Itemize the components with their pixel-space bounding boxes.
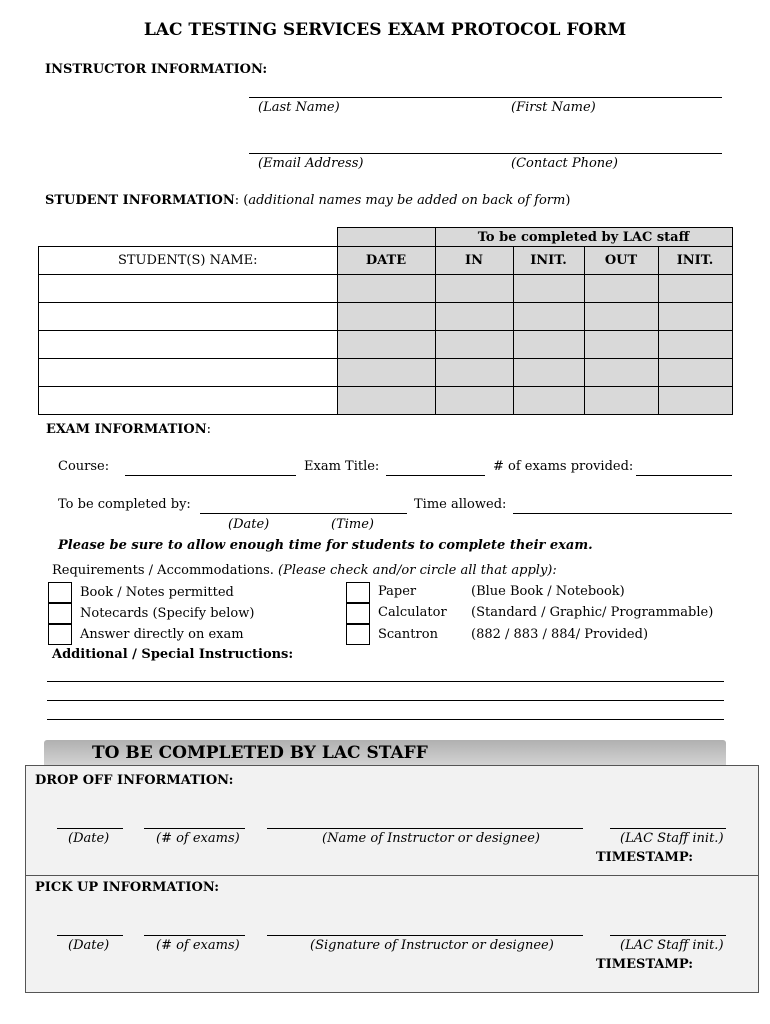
dropoff-name-caption: (Name of Instructor or designee) [322,831,540,846]
pickup-name-caption: (Signature of Instructor or designee) [310,938,554,953]
requirements-row [52,563,557,578]
last-name-caption: (Last Name) [258,100,340,115]
pickup-name-field[interactable] [267,935,583,936]
num-exams-field[interactable] [636,475,732,476]
instructions-line[interactable] [47,700,724,701]
exam-title-label: Exam Title: [304,459,380,474]
table-row [39,387,733,415]
requirements-label: Requirements / Accommodations. [52,563,279,578]
dropoff-heading: DROP OFF INFORMATION: [35,773,234,788]
out-cell[interactable] [584,275,658,303]
dropoff-timestamp: TIMESTAMP: [596,850,693,865]
out-cell[interactable] [584,303,658,331]
date-caption: (Date) [228,517,270,532]
exam-heading-suffix: : [206,422,211,437]
scantron-label: Scantron [378,627,438,642]
dropoff-num-field[interactable] [144,828,245,829]
staff-header: To be completed by LAC staff [435,228,732,247]
form-title: LAC TESTING SERVICES EXAM PROTOCOL FORM [143,20,627,40]
pickup-panel [25,875,759,993]
instructor-heading: INSTRUCTOR INFORMATION: [45,62,268,77]
col-init-in: INIT. [513,247,584,275]
in-cell[interactable] [435,331,513,359]
student-name-cell[interactable] [39,387,338,415]
pickup-heading: PICK UP INFORMATION: [35,880,220,895]
exam-title-field[interactable] [386,475,485,476]
book-notes-checkbox[interactable] [48,582,72,603]
course-field[interactable] [125,475,296,476]
dropoff-init-field[interactable] [610,828,726,829]
col-init-out: INIT. [658,247,732,275]
time-allowed-field[interactable] [513,513,732,514]
init-cell[interactable] [658,303,732,331]
init-cell[interactable] [658,359,732,387]
init-cell[interactable] [513,387,584,415]
dropoff-panel [25,765,759,877]
instructor-contact-line[interactable] [249,153,722,154]
exam-heading-row [46,422,211,437]
pickup-date-caption: (Date) [68,938,110,953]
dropoff-num-caption: (# of exams) [156,831,240,846]
date-cell[interactable] [337,303,435,331]
calculator-checkbox[interactable] [346,603,370,624]
student-name-cell[interactable] [39,359,338,387]
col-date: DATE [337,247,435,275]
init-cell[interactable] [513,359,584,387]
pickup-init-field[interactable] [610,935,726,936]
time-warning: Please be sure to allow enough time for students to complete their exam. [58,538,593,553]
in-cell[interactable] [435,387,513,415]
time-caption: (Time) [331,517,374,532]
calculator-label: Calculator [378,605,447,620]
pickup-timestamp: TIMESTAMP: [596,957,693,972]
out-cell[interactable] [584,387,658,415]
student-note-prefix: : ( [234,193,249,208]
phone-caption: (Contact Phone) [511,156,618,171]
init-cell[interactable] [658,275,732,303]
table-row [39,359,733,387]
init-cell[interactable] [658,331,732,359]
col-student-name: STUDENT(S) NAME: [39,247,338,275]
time-allowed-label: Time allowed: [414,497,507,512]
date-cell[interactable] [337,331,435,359]
student-name-cell[interactable] [39,331,338,359]
out-cell[interactable] [584,331,658,359]
student-name-cell[interactable] [39,303,338,331]
pickup-num-field[interactable] [144,935,245,936]
init-cell[interactable] [513,303,584,331]
paper-checkbox[interactable] [346,582,370,603]
out-cell[interactable] [584,359,658,387]
table-row [39,275,733,303]
dropoff-init-caption: (LAC Staff init.) [620,831,724,846]
paper-label: Paper [378,584,417,599]
date-cell[interactable] [337,275,435,303]
answer-on-exam-label: Answer directly on exam [80,627,244,642]
in-cell[interactable] [435,303,513,331]
init-cell[interactable] [513,275,584,303]
exam-heading: EXAM INFORMATION [46,422,207,437]
complete-by-field[interactable] [200,513,407,514]
init-cell[interactable] [658,387,732,415]
course-label: Course: [58,459,110,474]
table-corner [39,228,338,247]
table-row [39,331,733,359]
paper-detail: (Blue Book / Notebook) [471,584,625,599]
additional-instructions-label: Additional / Special Instructions: [52,647,294,662]
student-name-cell[interactable] [39,275,338,303]
init-cell[interactable] [513,331,584,359]
dropoff-date-caption: (Date) [68,831,110,846]
email-caption: (Email Address) [258,156,364,171]
dropoff-date-field[interactable] [57,828,123,829]
student-heading-row [45,193,570,208]
student-note-suffix: ) [565,193,571,208]
date-cell[interactable] [337,387,435,415]
in-cell[interactable] [435,275,513,303]
staff-banner-text: TO BE COMPLETED BY LAC STAFF [92,743,428,763]
pickup-init-caption: (LAC Staff init.) [620,938,724,953]
student-table [38,227,733,415]
requirements-note: (Please check and/or circle all that apply): [278,563,557,578]
date-cell[interactable] [337,359,435,387]
dropoff-name-field[interactable] [267,828,583,829]
notecards-checkbox[interactable] [48,603,72,624]
scantron-detail: (882 / 883 / 884/ Provided) [471,627,649,642]
student-note: additional names may be added on back of form [248,193,566,208]
instructor-name-line[interactable] [249,97,722,98]
instructions-line[interactable] [47,719,724,720]
first-name-caption: (First Name) [511,100,596,115]
table-header-blank [337,228,435,247]
col-out: OUT [584,247,658,275]
calculator-detail: (Standard / Graphic/ Programmable) [471,605,714,620]
pickup-date-field[interactable] [57,935,123,936]
scantron-checkbox[interactable] [346,624,370,645]
staff-banner [44,740,726,766]
table-row [39,303,733,331]
col-in: IN [435,247,513,275]
num-exams-label: # of exams provided: [493,459,634,474]
instructions-line[interactable] [47,681,724,682]
answer-on-exam-checkbox[interactable] [48,624,72,645]
notecards-label: Notecards (Specify below) [80,606,255,621]
pickup-num-caption: (# of exams) [156,938,240,953]
in-cell[interactable] [435,359,513,387]
student-heading: STUDENT INFORMATION [45,193,235,208]
complete-by-label: To be completed by: [58,497,191,512]
book-notes-label: Book / Notes permitted [80,585,234,600]
